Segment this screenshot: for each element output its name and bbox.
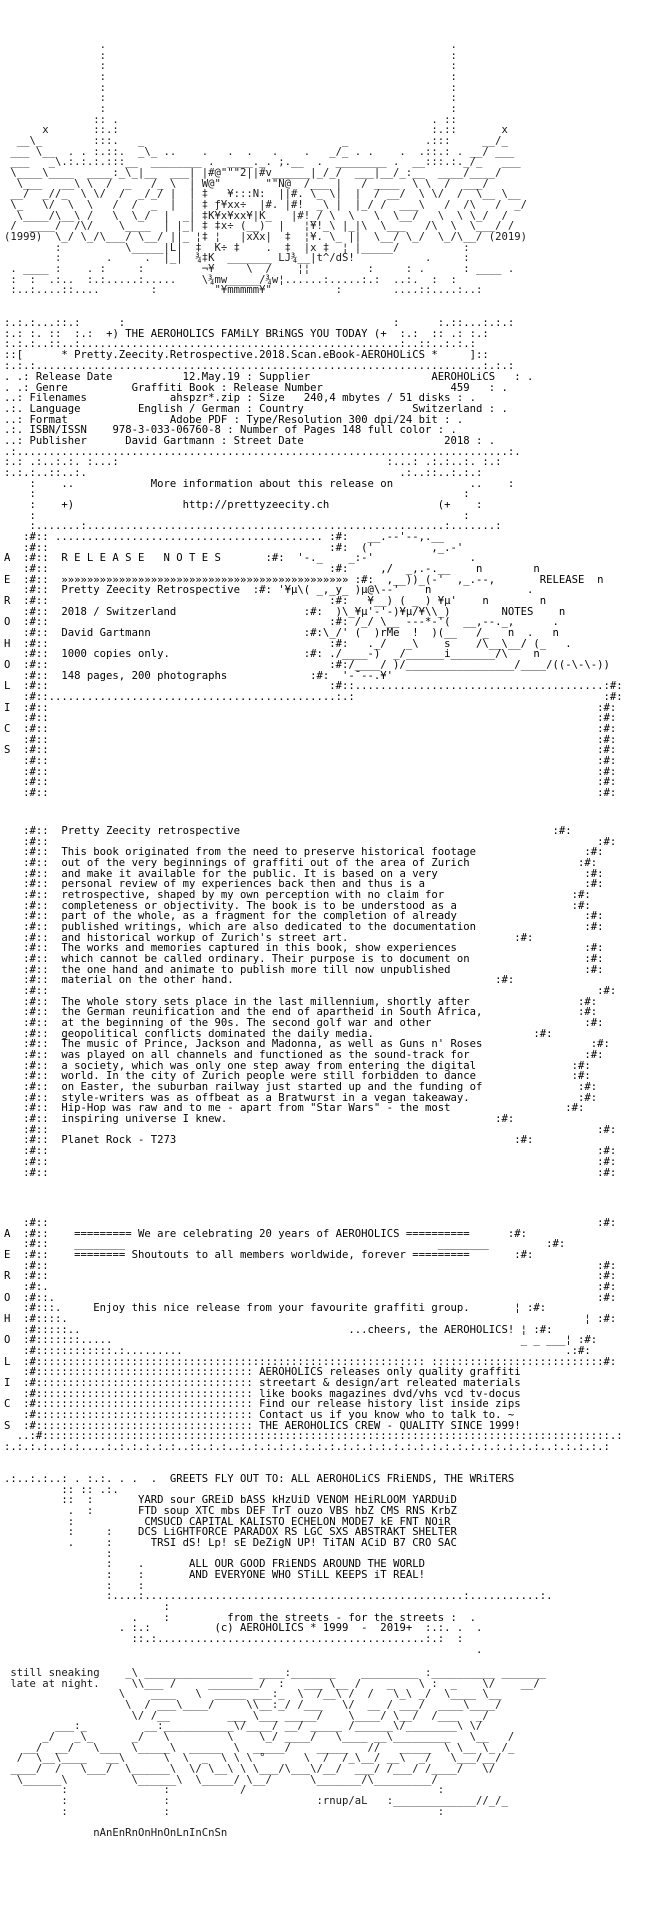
body-line: The whole story sets place in the last millennium, shortly after [61,995,470,1008]
info-value: Switzerland [412,403,483,416]
info-value: English / German [137,403,241,416]
info-label: Release Date [35,371,113,383]
body-line: completeness or objectivity. The book is to be understood as a [61,899,457,912]
body-line: style-writers was as offbeat as a Bratwurst in a vegan takeaway. [61,1091,470,1104]
body-line: which cannot be called ordinary. Their purpose is to document on [61,953,470,966]
info-label: Supplier [259,371,311,383]
info-value: 2018 [444,435,470,448]
tagline: +) THE AEROHOLICS FAMiLY BRiNGS YOU TODAY (+ [106,327,387,340]
bottom-letters: nAnEnRnOnHnOnLnInCnSn [93,1827,228,1840]
body-line: at the beginning of the 90s. The second golf war and other [61,1017,432,1030]
body-line: the one hand and animate to publish more till now unpublished [61,963,451,976]
release-name: * Pretty.Zeecity.Retrospective.2018.Scan.eBook-AEROHOLiCS * [61,349,438,362]
more-info-label: More information about this release on [150,477,394,490]
tagline-frame: :.:.:...::.: : : :.::...:.:.: :.: :. :: :.: +) THE AEROHOLICS FAMiLY BRiNGS YOU TODAY (+ :.: :: .: :.: :.:.:..::..:..................................................:..::..:.:.: ::[ * Pretty.Zeecity.Retrospective.2018.Scan.eBook-AEROHOLiCS * ]:: :.:.:......................................................................:.:.: [4,317,515,372]
enjoy-signature: ...cheers, the AEROHOLICS! [348,1323,515,1336]
info-label: Country [259,403,304,416]
info-label: Format [29,413,68,426]
release-url-link[interactable]: http://prettyzeecity.ch [182,499,330,512]
celebration-line-1: ========= We are celebrating 20 years of AEROHOLICS ========== [74,1227,470,1240]
body-title: Pretty Zeecity retrospective [61,825,240,837]
body-line: personal review of my experiences back then and thus is a [61,878,425,891]
body-line: part of the whole, as a fragment for the completion of already [61,910,457,923]
body-line: a society, which was only one step away from entering the digital [61,1059,476,1072]
greets-line: CMSUCD CAPITAL KALISTO ECHELON MODE7 kE FNT NOiR [144,1515,451,1528]
about-line: Find our release history list inside zips [259,1398,521,1411]
info-value: 300 dpi/24 bit [348,413,438,426]
body-line: retrospective, shaped by my own perception with no claim for [61,889,445,902]
info-label: Release Number [233,381,323,394]
info-label: Publisher [29,435,87,448]
info-label: Genre [35,381,68,394]
celebration-line-2: ======== Shoutouts to all members worldwide, forever ========= [74,1249,470,1262]
info-value: 978-3-033-06760-8 [112,424,221,437]
sneaking-line-1: still sneaking [10,1667,100,1679]
body-line: on Easter, the suburban railway just started up and the funding of [61,1081,483,1094]
info-value: 12.May.19 [182,371,241,383]
body-line: and historical workup of Zurich's street art. [61,931,349,944]
body-line: the German reunification and the end of apartheid in South Africa, [61,1006,483,1019]
release-badge: RELEASE [539,573,585,586]
nfo-page: . . : : : : : : : : : : : : :: . . :: x ::.: :.:: x __\_ :::. _ _ .::: __/_ ___ \__ . . :.::. _\_ .. . . . . . _/_ . . . .::.: . __/ ___ ___ _\.:.:.:.:::__ ________ . ____._. ;.__ . ________ . __:::.:._/_ ___ \____\____ ____:_\_|__ ___| |#@"""2||#v______|_/_/ ___|__/_:__ ____/____/ \___ __\ \ / _ /_ \ | W@" ""N@ /___ | / ____ \ \ / ___/ __/ _//_ \ \/ / _/_/ | | ‡ ¥:::N: ||#. \_ \| | / __/ \ \/ / \__ \__ \_ \/ \ \ / / _ | | ‡ ƒ¥xx÷ |#. |#! _\ | |_/ / ___\ / /\ / _/ \____/\__\ / \ \_/ | _| ‡K¥x¥xx¥|K_ |#!_/ \ \ \ \__/ \ \ \_/ / / ____/ /\/ \____ | |_| ‡ ‡x÷ (__) | ¦¥!_\ |_|\ \___ /\ \ \___/ / (1999) \_/ \_/\___/ \__/ ||_ ¦‡ ¦ |xXx| ‡ ¦¥. \_ || \__/ \_/ \_/\__/ (2019) : \_____|L| ‡ K÷ ‡ . ‡ |x ‡ ¦ |_____/ : : . . |_| ¾‡K _______ LJ¾__|t^/dS! . : . ____ : . : : ¬¥ \ / ¦¦ : : . : ____ . : : .:.. :.:.....:..... \¾mw_____/¾w¦......:.....:.: ..:. : : :..:....::.... : "¥mmmmm¥" : ....::....:..: :.:.:...::.: : : :.::...:.:.: :.: :. :: :.: +) THE AEROHOLICS FAMiLY BRiNGS YOU TODAY (+ :.: :: .: :.: :.:.:..::..:..................................................:..::..:.:.: ::[ * Pretty.Zeecity.Retrospective.2018.Scan.eBook-AEROHOLiCS * ]:: :.:.:......................................................................:.:.: . .: Release Date 12.May.19 : Supplier AEROHOLiCS : . . .: Genre Graffiti Book : Release Number 459 : . ..: Filenames ahspzr*.zip : Size 240,4 mbytes / 51 disks : . .:. Language English / German : Country Switzerland : . ..: Format Adobe PDF : Type/Resolution 300 dpi/24 bit : . .:. ISBN/ISSN 978-3-033-06760-8 : Number of Pages 148 full color : . ..: Publisher David Gartmann : Street Date 2018 : . .:.............................................................................:. :.: .:..:.:. :...: :...: .:.:..:. :.: :.:.:..::..:. .:..::..:.:.: : .. More information about this release on .. : : : : +) http://prettyzeecity.ch (+ : : : :.......:........................................................:.......: :#:: .......................................... :#: __.--'--,.__ :#:: :#: (' ,_.-' A :#:: R E L E A S E N O T E S :#: '-._ _:-' . :#:: :#: ,/ _,.-.__ n n E :#:: »»»»»»»»»»»»»»»»»»»»»»»»»»»»»»»»»»»»»»»»»»»»» :#: ,__))_(-' ,_.--, RELEASE n :#:: Pretty Zeecity Retrospective :#: '¥µ\( _,_y_ )µ@\--' n . R :#:: :#: ¥__) ( _ ) ¥µ' n n :#:: 2018 / Switzerland :#: )\_¥µ'-'-)¥µ/¥\\_) NOTES n O :#:: :#: /_/ \__ ---*-'( __,--._, . :#:: David Gartmann :#:\_/' ( )rMe ! )(__ /_ n . n H :#:: :#: ._/ _\ s /\__\__/ (_ . :#:: 1000 copies only. :#: ./____-) _/______i_______/\ n O :#:: :#:/____/ )/_________________/____/((-\-\-)) :#:: 148 pages, 200 photographs :#: '-¯--.¥' L :#:: :#::.......................................:#: :#::.............................................:.: :#: I :#:: :#: :#:: :#: C :#:: :#: :#:: :#: S :#:: :#: :#:: :#: :#:: :#: :#:: :#: :#:: :#: :#:: Pretty Zeecity retrospective :#: :#:: :#: :#:: This book originated from the need to preserve historical footage :#: :#:: out of the very beginnings of graffiti out of the area of Zurich :#: :#:: and make it available for the public. It is based on a very :#: :#:: personal review of my experiences back then and thus is a :#: :#:: retrospective, shaped by my own perception with no claim for :#: :#:: completeness or objectivity. The book is to be understood as a :#: :#:: part of the whole, as a fragment for the completion of already :#: :#:: published writings, which are also dedicated to the documentation :#: :#:: and historical workup of Zurich's street art. :#: :#:: The works and memories captured in this book, show experiences :#: :#:: which cannot be called ordinary. Their purpose is to document on :#: :#:: the one hand and animate to publish more till now unpublished :#: :#:: material on the other hand. :#: :#:: :#: :#:: The whole story sets place in the last millennium, shortly after :#: :#:: the German reunification and the end of apartheid in South Africa, :#: :#:: at the beginning of the 90s. The second golf war and other :#: :#:: geopolitical conflicts dominated the daily media. :#: :#:: The music of Prince, Jackson and Madonna, as well as Guns n' Roses :#: :#:: was played on all channels and functioned as the sound-track for :#: :#:: a society, which was only one step away from entering the digital :#: :#:: world. In the city of Zurich people were still forbidden to dance :#: :#:: on Easter, the suburban railway just started up and the funding of :#: :#:: style-writers was as offbeat as a Bratwurst in a vegan takeaway. :#: :#:: Hip-Hop was raw and to me - apart from "Star Wars" - the most :#: :#:: inspiring universe I knew. :#: :#:: :#: :#:: Planet Rock - T273 :#: :#:: :#: :#:: :#: :#:: :#: :#:: :#: A :#:: ========= We are celebrating 20 years of AEROHOLICS ========== :#: :#:: ________ ________ :#: E :#:: ======== Shoutouts to all members worldwide, forever ========= :#: :#:: :#: R :#:: :#: :#:. :#: O :#::. :#: :#:::. Enjoy this nice release from your favourite graffiti group. ¦ :#: H :#::::. ¦ :#: :#:::::.. ...cheers, the AEROHOLICS! ¦ :#: O :#:::::::..... _ _ ___¦ :#: :#::::::::::::.:......... .:#: L :#::::::::::::::::::::::::::::::::::::::::::::::::::::::::::::: :::::::::::::::::::::::::::#: :#:::::::::::::::::::::::::::::::::: AEROHOLICS releases only quality graffiti I :#:::::::::::::::::::::::::::::::::: streetart & design/art releated materials :#:::::::::::::::::::::::::::::::::: like books magazines dvd/vhs vcd tv-docus C :#:::::::::::::::::::::::::::::::::: Find our release history list inside zips :#:::::::::::::::::::::::::::::::::: Contact us if you know who to talk to. ~ S :#:::::::::::::::::::::::::::::::::: THE AEROHOLICS CREW - QUALITY SINCE 1999! ..:#:::::::::::::::::::::::::::::::::::::::::::::::::::::::::::::::::::::::::::::::::::::::::.: :.:.:.:..:.:....:.:.:.:.:.:..::.:.:..:.:.:.:.:.:.:.:.:.:.:.:.:.:.:.:.:.:.:.:.:.:.:.:..:.:.:.:.: .:..:.:..: . :.:. . . . GREETS FLY OUT TO: ALL AEROHOLiCS FRiENDS, THE WRiTERS :: :: .:. :: : YARD sour GREiD bASS kHzUiD VENOM HEiRLOOM YARDUiD . : FTD soup XTC mbs DEF TrT ouzo VBS hbZ CMS RNS KrbZ : CMSUCD CAPITAL KALISTO ECHELON MODE7 kE FNT NOiR : : DCS LiGHTFORCE PARADOX RS LGC SXS ABSTRAKT SHELTER . : TRSI dS! Lp! sE DeZigN UP! TiTAN ACiD B7 CRO SAC : : . ALL OUR GOOD FRiENDS AROUND THE WORLD : : AND EVERYONE WHO STiLL KEEPS iT REAL! : : :....:..................................................:...........:. : . : from the streets - for the streets : . . :.: (c) AEROHOLICS * 1999 - 2019+ :.:. . . ::.:..........................................:.: : . still sneaking _\ _________________ ____:_______ _________ :__________ _______ late at night. \\___ / ________/ : ___ \__ / _ \ : _ \/ __/ \ ____ \ _____ ___:_ \ /__\ / / \_\ _/ \____ \__ \ / ___\____/ \\__:_/ /___ \/ __ / ___/ ____\____/ \/ /__ ___ \___ _____/ \____/ \__/ /___ _/ ___:_ __:___________\/____/ __/ _____ /______\/________\ \/ _/ _\_ _/ \ \ \_/ ____/ \____ __\_________ \__ / __/ __/ \___ \_____\ _____ \ _____/ _____ // _____ \ \__ \_ /_ / \__\____ __\ \ \ _ \ \ \ ° \ / /_\__/ __\ _/ \___/__/ ____/ / \___/ \______\ \/ \__\ \ \___/\___\/__/ ___/ /___/ /____/ \/ \______\ \______\ \_____/ \__/ \_______/\_________/ : : / : : : :rnup/aL :_____________//_/_ : : : nAnEnRnOnHnOnLnInCnSn [4,39,623,1840]
greets-line: TRSI dS! Lp! sE DeZigN UP! TiTAN ACiD B7 CRO SAC [150,1537,457,1550]
celebration-block: :#:: :#: A :#:: ========= We are celebrating 20 years of AEROHOLICS ========== :#: :#:: ________ ________ :#: E :#:: ======== Shoutouts to all members worldwide, forever ========= :#: :#:: :#: R :#:: :#: :#:. :#: O :#::. :#: :#:::. Enjoy this nice release from your favourite graffiti group. ¦ :#: H :#::::. ¦ :#: :#:::::.. ...cheers, the AEROHOLICS! ¦ :#: O :#:::::::..... _ _ ___¦ :#: :#::::::::::::.:......... .:#: L :#::::::::::::::::::::::::::::::::::::::::::::::::::::::::::::: :::::::::::::::::::::::::::#: :#:::::::::::::::::::::::::::::::::: AEROHOLICS releases only quality graffiti I :#:::::::::::::::::::::::::::::::::: streetart & design/art releated materials :#:::::::::::::::::::::::::::::::::: like books magazines dvd/vhs vcd tv-docus C :#:::::::::::::::::::::::::::::::::: Find our release history list inside zips :#:::::::::::::::::::::::::::::::::: Contact us if you know who to talk to. ~ S :#:::::::::::::::::::::::::::::::::: THE AEROHOLICS CREW - QUALITY SINCE 1999! ..:#:::::::::::::::::::::::::::::::::::::::::::::::::::::::::::::::::::::::::::::::::::::::::.: :.:.:.:..:.:....:.:.:.:.:.:..::.:.:..:.:.:.:.:.:.:.:.:.:.:.:.:.:.:.:.:.:.:.:.:.:.:.:..:.:.:.:.: [4,1217,623,1454]
info-label: Language [29,403,81,416]
greets-block: .:..:.:..: . :.:. . . . GREETS FLY OUT TO: ALL AEROHOLiCS FRiENDS, THE WRiTERS :: :: .:. :: : YARD sour GREiD bASS kHzUiD VENOM HEiRLOOM YARDUiD . : FTD soup XTC mbs DEF TrT ouzo VBS hbZ CMS RNS KrbZ : CMSUCD CAPITAL KALISTO ECHELON MODE7 kE FNT NOiR : : DCS LiGHTFORCE PARADOX RS LGC SXS ABSTRAKT SHELTER . : TRSI dS! Lp! sE DeZigN UP! TiTAN ACiD B7 CRO SAC : : . ALL OUR GOOD FRiENDS AROUND THE WORLD : : AND EVERYONE WHO STiLL KEEPS iT REAL! : : :....:..................................................:...........:. : . : from the streets - for the streets : . . :.: (c) AEROHOLICS * 1999 - 2019+ :.:. . . ::.:..........................................:.: : . [4,1473,553,1656]
header-ascii-logo: . . : : : : : : : : : : : : :: . . :: x ::.: :.:: x __\_ :::. _ _ .::: __/_ ___ \__ . . :.::. _\_ .. . . . . . _/_ . . . .::.: . __/ ___ ___ _\.:.:.:.:::__ ________ . ____._. ;.__ . ________ . __:::.:._/_ ___ \____\____ ____:_\_|__ ___| |#@"""2||#v______|_/_/ ___|__/_:__ ____/____/ \___ __\ \ / _ /_ \ | W@" ""N@ /___ | / ____ \ \ / ___/ __/ _//_ \ \/ / _/_/ | | ‡ ¥:::N: ||#. \_ \| | / __/ \ \/ / \__ \__ \_ \/ \ \ / / _ | | ‡ ƒ¥xx÷ |#. |#! _\ | |_/ / ___\ / /\ / _/ \____/\__\ / \ \_/ | _| ‡K¥x¥xx¥|K_ |#!_/ \ \ \ \__/ \ \ \_/ / / ____/ /\/ \____ | |_| ‡ ‡x÷ (__) | ¦¥!_\ |_|\ \___ /\ \ \___/ / (1999) \_/ \_/\___/ \__/ ||_ ¦‡ ¦ |xXx| ‡ ¦¥. \_ || \__/ \_/ \_/\__/ (2019) : \_____|L| ‡ K÷ ‡ . ‡ |x ‡ ¦ |_____/ : : . . |_| ¾‡K _______ LJ¾__|t^/dS! . : . ____ : . : : ¬¥ \ / ¦¦ : : . : ____ . : : .:.. :.:.....:..... \¾mw_____/¾w¦......:.....:.: ..:. : : :..:....::.... : "¥mmmmm¥" : ....::....:..: [4,39,528,297]
signoff: Planet Rock - T273 [61,1134,177,1147]
greets-line: YARD sour GREiD bASS kHzUiD VENOM HEiRLOOM YARDUiD [137,1494,457,1507]
greets-heading: GREETS FLY OUT TO: ALL AEROHOLiCS FRiENDS, THE WRiTERS [169,1473,515,1485]
release-notes-heading: R E L E A S E N O T E S [61,552,221,565]
about-line: Contact us if you know who to talk to. ~ [259,1409,515,1422]
sneaking-line-2: late at night. [10,1677,100,1690]
body-line: Hip-Hop was raw and to me - apart from "Star Wars" - the most [61,1102,451,1115]
notes-line-1: Pretty Zeecity Retrospective [61,584,240,597]
year-start: (1999) [4,231,43,244]
about-line: AEROHOLICS releases only quality graffiti [259,1366,521,1379]
info-label: Number of Pages [240,424,336,437]
notes-line-5: 148 pages, 200 photographs [61,669,228,682]
info-value: AEROHOLiCS [431,371,496,383]
greets-closing: AND EVERYONE WHO STiLL KEEPS iT REAL! [188,1569,425,1582]
body-line: world. In the city of Zurich people were still forbidden to dance [61,1070,476,1083]
notes-line-4: 1000 copies only. [61,648,170,661]
body-line: material on the other hand. [61,974,234,987]
footer-ascii-logo: still sneaking _\ _________________ ____:_______ _________ :__________ _______ late at night. \\___ / ________/ : ___ \__ / _ \ : _ \/ __/ \ ____ \ _____ ___:_ \ /__\ / / \_\ _/ \____ \__ \ / ___\____/ \\__:_/ /___ \/ __ / ___/ ____\____/ \/ /__ ___ \___ _____/ \____/ \__/ /___ _/ ___:_ __:___________\/____/ __/ _____ /______\/________\ \/ _/ _\_ _/ \ \ \_/ ____/ \____ __\_________ \__ / __/ __/ \___ \_____\ _____ \ _____/ _____ // _____ \ \__ \_ /_ / \__\____ __\ \ \ _ \ \ \ ° \ / /_\__/ __\ _/ \___/__/ ____/ / \___/ \______\ \/ \__\ \ \___/\___\/__/ ___/ /___/ /____/ \/ \______\ \______\ \_____/ \__/ \_______/\_________/ : : / : : : :rnup/aL :_____________//_/_ : : : nAnEnRnOnHnOnLnInCnSn [10,1667,547,1840]
body-line: was played on all channels and functioned as the sound-track for [61,1049,470,1062]
year-end: (2019) [488,231,528,244]
greets-closing: ALL OUR GOOD FRiENDS AROUND THE WORLD [188,1558,425,1571]
notes-line-3: David Gartmann [61,627,151,640]
body-line: The music of Prince, Jackson and Madonna, as well as Guns n' Roses [61,1038,483,1051]
body-line: published writings, which are also dedicated to the documentation [61,921,476,934]
footer-motto: from the streets - for the streets [227,1611,445,1624]
info-value: David Gartmann [125,435,215,448]
info-label: ISBN/ISSN [29,424,87,437]
notes-line-2: 2018 / Switzerland [61,605,177,618]
info-label: Size [259,392,285,405]
greets-line: FTD soup XTC mbs DEF TrT ouzo VBS hbZ CMS RNS KrbZ [137,1505,457,1518]
info-value: Graffiti Book [131,381,215,394]
info-label: Street Date [233,435,304,448]
body-line: This book originated from the need to preserve historical footage [61,846,476,859]
body-line: geopolitical conflicts dominated the daily media. [61,1027,374,1040]
notes-badge: NOTES [501,605,534,618]
info-label: Type/Resolution [246,413,343,426]
info-value: 240,4 mbytes / 51 disks [303,392,451,405]
body-line: The works and memories captured in this book, show experiences [61,942,457,955]
more-info-frame: :.:.:..::..:. .:..::..:.:.: : .. More information about this release on .. : : : : +) http://prettyzeecity.ch (+ : : : :.......:........................................................:.......: [4,467,515,533]
body-line: out of the very beginnings of graffiti out of the area of Zurich [61,857,470,870]
footer-copyright: (c) AEROHOLICS * 1999 - 2019+ [214,1622,413,1635]
info-value: ahspzr*.zip [169,392,241,405]
info-value: 148 full color [342,424,432,437]
about-line: THE AEROHOLICS CREW - QUALITY SINCE 1999! [259,1419,521,1432]
greets-line: DCS LiGHTFORCE PARADOX RS LGC SXS ABSTRAKT SHELTER [137,1526,457,1539]
info-label: Filenames [29,392,87,405]
release-notes-block: :#:: .......................................... :#: __.--'--,.__ :#:: :#: (' ,_.-' A :#:: R E L E A S E N O T E S :#: '-._ _:-' . :#:: :#: ,/ _,.-.__ n n E :#:: »»»»»»»»»»»»»»»»»»»»»»»»»»»»»»»»»»»»»»»»»»»»» :#: ,__))_(-' ,_.--, RELEASE n :#:: Pretty Zeecity Retrospective :#: '¥µ\( _,_y_ )µ@\--' n . R :#:: :#: ¥__) ( _ ) ¥µ' n n :#:: 2018 / Switzerland :#: )\_¥µ'-'-)¥µ/¥\\_) NOTES n O :#:: :#: /_/ \__ ---*-'( __,--._, . :#:: David Gartmann :#:\_/' ( )rMe ! )(__ /_ n . n H :#:: :#: ._/ _\ s /\__\__/ (_ . :#:: 1000 copies only. :#: ./____-) _/______i_______/\ n O :#:: :#:/____/ )/_________________/____/((-\-\-)) :#:: 148 pages, 200 photographs :#: '-¯--.¥' L :#:: :#::.......................................:#: :#::.............................................:.: :#: I :#:: :#: :#:: :#: C :#:: :#: :#:: :#: S :#:: :#: :#:: :#: :#:: :#: :#:: :#: :#:: :#: [4,531,623,800]
about-line: streetart & design/art releated materials [259,1377,521,1390]
body-line: and make it available for the public. It is based on a very [61,867,438,880]
info-value: 459 [450,381,470,394]
enjoy-line: Enjoy this nice release from your favourite graffiti group. [93,1302,470,1315]
about-line: like books magazines dvd/vhs vcd tv-docus [259,1387,521,1400]
info-value: Adobe PDF [169,413,228,426]
artist-tag: :rnup/aL [316,1795,368,1808]
body-line: inspiring universe I knew. [61,1113,228,1126]
